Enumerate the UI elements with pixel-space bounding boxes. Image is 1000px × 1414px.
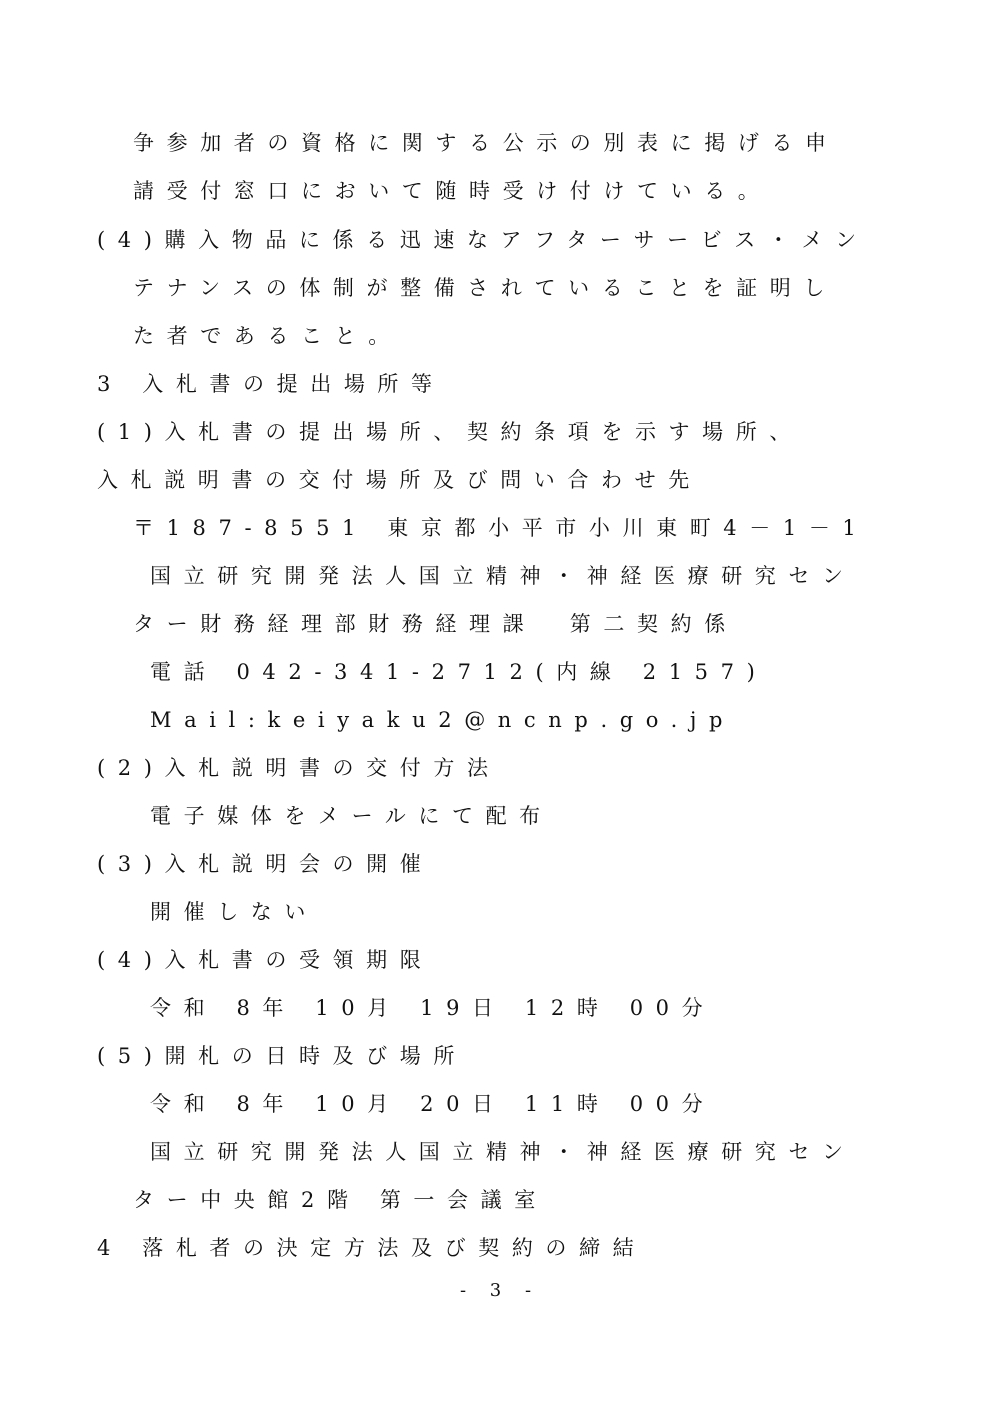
section-heading: 3 入札書の提出場所等 — [97, 372, 445, 396]
address-line: 国立研究開発法人国立精神・神経医療研究セン — [150, 564, 856, 588]
text-line: (4)入札書の受領期限 — [97, 948, 434, 972]
text-line: 入札説明書の交付場所及び問い合わせ先 — [97, 468, 702, 492]
address-line: ター財務経理部財務経理課 第二契約係 — [133, 612, 738, 636]
text-line: (2)入札説明書の交付方法 — [97, 756, 501, 780]
address-line: 〒187-8551 東京都小平市小川東町4－1－1 — [133, 516, 869, 540]
phone-line: 電話 042-341-2712(内線 2157) — [150, 660, 768, 684]
email-line: Mail:keiyaku2@ncnp.go.jp — [150, 708, 736, 732]
opening-date-line: 令和 8年 10月 20日 11時 00分 — [150, 1092, 716, 1116]
text-line: (3)入札説明会の開催 — [97, 852, 434, 876]
text-line: 開催しない — [150, 900, 318, 924]
page-number: - 3 - — [459, 1280, 541, 1301]
text-line: (4)購入物品に係る迅速なアフターサービス・メン — [97, 228, 869, 252]
text-line: ター中央館2階 第一会議室 — [133, 1188, 548, 1212]
text-line: テナンスの体制が整備されていることを証明し — [133, 276, 837, 300]
text-line: た者であること。 — [133, 324, 402, 348]
text-line: 請受付窓口において随時受け付けている。 — [133, 179, 772, 203]
text-line: 争参加者の資格に関する公示の別表に掲げる申 — [133, 131, 839, 155]
text-line: 電子媒体をメールにて配布 — [150, 804, 553, 828]
deadline-line: 令和 8年 10月 19日 12時 00分 — [150, 996, 716, 1020]
text-line: (1)入札書の提出場所、契約条項を示す場所、 — [97, 420, 803, 444]
section-heading: 4 落札者の決定方法及び契約の締結 — [97, 1236, 647, 1260]
text-line: 国立研究開発法人国立精神・神経医療研究セン — [150, 1140, 856, 1164]
text-line: (5)開札の日時及び場所 — [97, 1044, 467, 1068]
